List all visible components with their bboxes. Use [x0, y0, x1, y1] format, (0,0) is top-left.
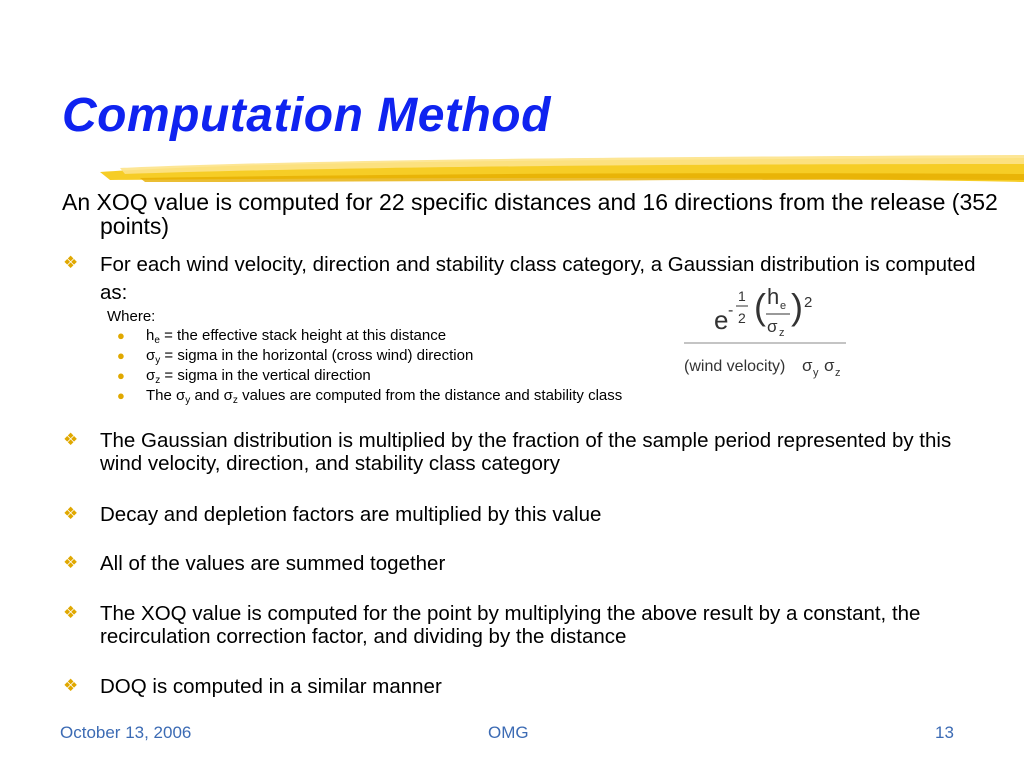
diamond-star-icon: ❖: [63, 430, 79, 449]
bullet-dot-icon: ●: [117, 348, 125, 363]
svg-text:σ: σ: [802, 356, 813, 375]
definition-sigma-z: $\sigma_z$ = sigma in the vertical direction: [146, 367, 371, 386]
svg-text:e: e: [714, 305, 729, 335]
footer-page-number: 13: [935, 723, 954, 742]
svg-text:(: (: [754, 286, 766, 327]
svg-text:2: 2: [804, 294, 813, 311]
gaussian-formula: [680, 283, 860, 383]
bullet-gaussian: For each wind velocity, direction and stability class category, a Gaussian distribution is computed as:: [100, 253, 976, 304]
svg-text:z: z: [779, 327, 785, 339]
brush-stroke-underline: [100, 152, 1024, 186]
svg-text:h: h: [767, 284, 780, 309]
bullet-dot-icon: ●: [117, 368, 125, 383]
diamond-star-icon: ❖: [63, 253, 79, 272]
bullet-dot-icon: ●: [117, 328, 125, 343]
definition-he: $h_e$ = the effective stack height at this distance: [146, 327, 447, 346]
diamond-star-icon: ❖: [63, 603, 79, 622]
intro-text: An XOQ value is computed for 22 specific distances and 16 directions from the release (352 points): [62, 189, 998, 239]
svg-text:2: 2: [738, 310, 746, 326]
diamond-star-icon: ❖: [63, 553, 79, 572]
footer-center: OMG: [488, 723, 529, 742]
slide-title: Computation Method: [62, 89, 551, 142]
bullet-doq: DOQ is computed in a similar manner: [100, 675, 442, 698]
svg-text:-: -: [728, 302, 734, 319]
diamond-star-icon: ❖: [63, 504, 79, 523]
svg-text:σ: σ: [767, 317, 778, 336]
bullet-xoq-value: The XOQ value is computed for the point by multiplying the above result by a constant, the recirculation correction factor, and dividing by the distance: [100, 602, 921, 648]
svg-text:(wind velocity): (wind velocity): [684, 358, 786, 375]
svg-text:y: y: [813, 367, 819, 379]
svg-text:): ): [791, 286, 803, 327]
bullet-summed: All of the values are summed together: [100, 552, 446, 575]
svg-text:e: e: [780, 300, 787, 312]
where-label: Where:: [107, 308, 156, 325]
definition-sigma-y: $\sigma_y$ = sigma in the horizontal (cross wind) direction: [146, 347, 474, 366]
svg-text:z: z: [835, 367, 841, 379]
bullet-multiplied: The Gaussian distribution is multiplied by the fraction of the sample period represented by this wind velocity, direction, and stability class category: [100, 429, 952, 475]
bullet-decay: Decay and depletion factors are multiplied by this value: [100, 503, 602, 526]
diamond-star-icon: ❖: [63, 676, 79, 695]
svg-text:1: 1: [738, 288, 746, 304]
bullet-dot-icon: ●: [117, 388, 125, 403]
footer-date: October 13, 2006: [60, 723, 192, 742]
definition-sigma-values: The $\sigma_y$ and $\sigma_z$ values are computed from the distance and stability class: [146, 387, 623, 406]
svg-text:σ: σ: [824, 356, 835, 375]
